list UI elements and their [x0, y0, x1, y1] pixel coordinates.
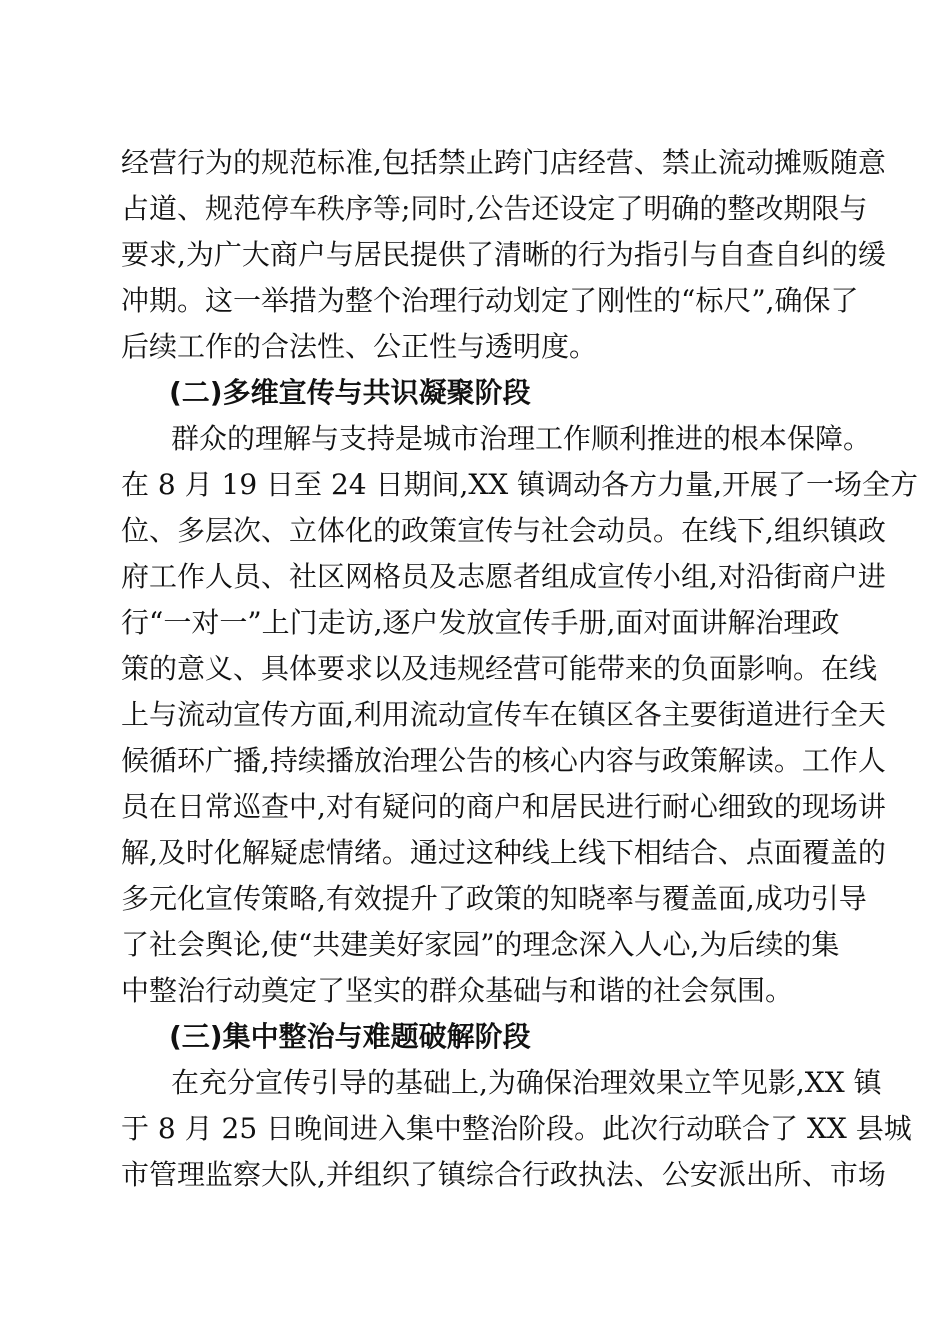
paragraph-line: 在 8 月 19 日至 24 日期间,XX 镇调动各方力量,开展了一场全方 [121, 468, 919, 501]
paragraph-line: 市管理监察大队,并组织了镇综合行政执法、公安派出所、市场 [121, 1158, 886, 1191]
paragraph-line: 冲期。这一举措为整个治理行动划定了刚性的“标尺”,确保了 [121, 284, 859, 317]
paragraph-line: 在充分宣传引导的基础上,为确保治理效果立竿见影,XX 镇 [171, 1066, 882, 1099]
paragraph-line: 位、多层次、立体化的政策宣传与社会动员。在线下,组织镇政 [121, 514, 886, 547]
paragraph-line: 候循环广播,持续播放治理公告的核心内容与政策解读。工作人 [121, 744, 886, 777]
paragraph-line: 策的意义、具体要求以及违规经营可能带来的负面影响。在线 [121, 652, 878, 685]
section-heading: (二)多维宣传与共识凝聚阶段 [169, 376, 531, 409]
paragraph-line: 行“一对一”上门走访,逐户发放宣传手册,面对面讲解治理政 [121, 606, 840, 639]
paragraph-line: 群众的理解与支持是城市治理工作顺利推进的根本保障。 [171, 422, 872, 455]
paragraph-line: 了社会舆论,使“共建美好家园”的理念深入人心,为后续的集 [121, 928, 840, 961]
paragraph-line: 员在日常巡查中,对有疑问的商户和居民进行耐心细致的现场讲 [121, 790, 886, 823]
paragraph-line: 解,及时化解疑虑情绪。通过这种线上线下相结合、点面覆盖的 [121, 836, 886, 869]
paragraph-line: 要求,为广大商户与居民提供了清晰的行为指引与自查自纠的缓 [121, 238, 886, 271]
paragraph-line: 后续工作的合法性、公正性与透明度。 [121, 330, 598, 363]
paragraph-line: 经营行为的规范标准,包括禁止跨门店经营、禁止流动摊贩随意 [121, 146, 886, 179]
paragraph-line: 中整治行动奠定了坚实的群众基础与和谐的社会氛围。 [121, 974, 794, 1007]
paragraph-line: 府工作人员、社区网格员及志愿者组成宣传小组,对沿街商户进 [121, 560, 886, 593]
paragraph-line: 多元化宣传策略,有效提升了政策的知晓率与覆盖面,成功引导 [121, 882, 867, 915]
paragraph-line: 占道、规范停车秩序等;同时,公告还设定了明确的整改期限与 [121, 192, 868, 225]
paragraph-line: 于 8 月 25 日晚间进入集中整治阶段。此次行动联合了 XX 县城 [121, 1112, 912, 1145]
paragraph-line: 上与流动宣传方面,利用流动宣传车在镇区各主要街道进行全天 [121, 698, 886, 731]
section-heading: (三)集中整治与难题破解阶段 [169, 1020, 531, 1053]
